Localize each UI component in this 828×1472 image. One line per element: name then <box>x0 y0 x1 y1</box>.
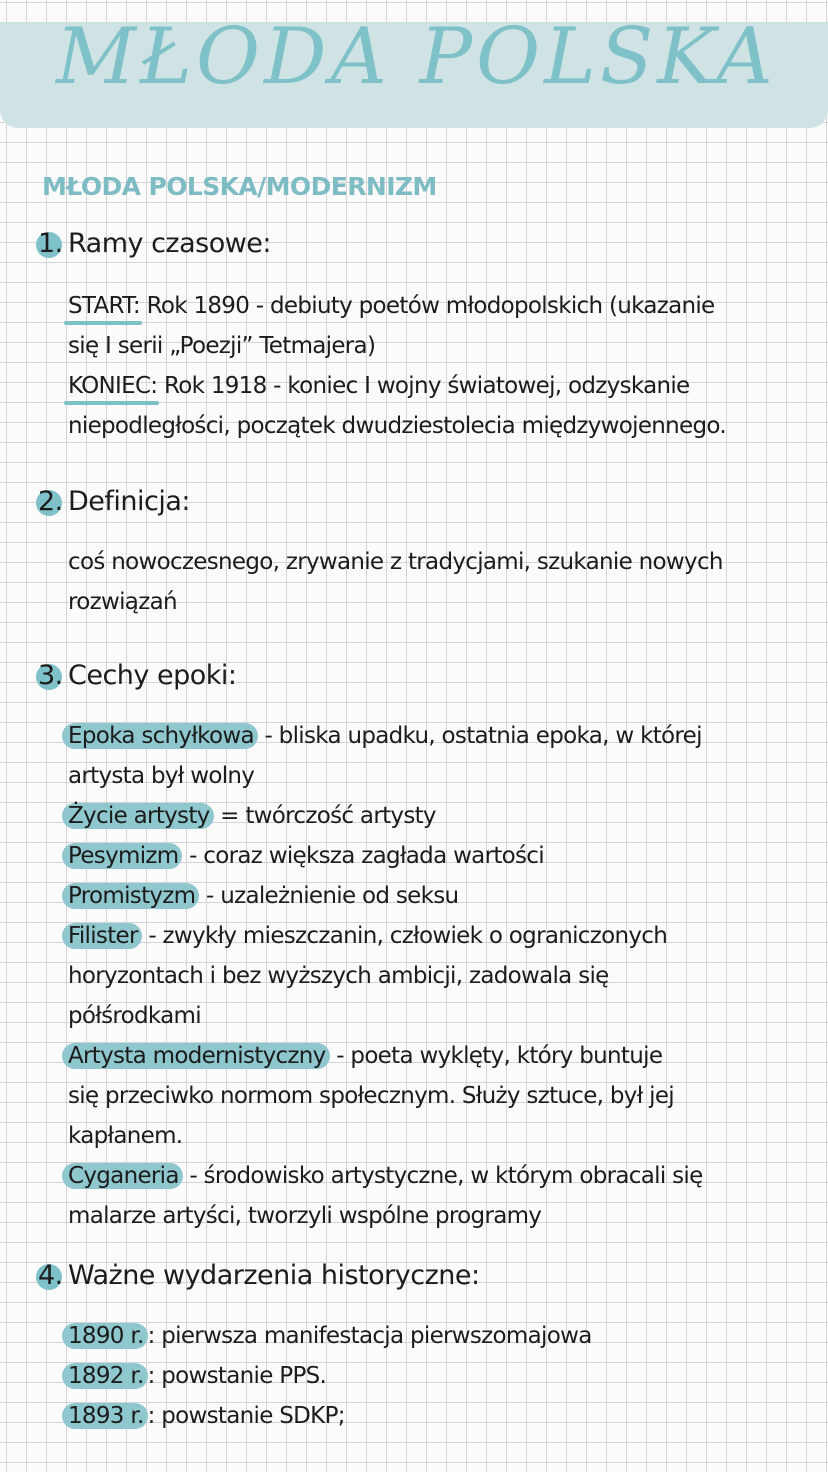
timeframe-start <box>68 286 808 326</box>
section-3-content <box>68 716 808 1236</box>
section-4-content <box>68 1316 808 1436</box>
feature-item <box>68 1156 808 1196</box>
section-number-badge: 3. <box>38 660 68 691</box>
feature-desc: - zwykły mieszczanin, człowiek o ograniczonych <box>141 923 668 949</box>
section-1-heading <box>38 228 271 259</box>
text-line: artysta był wolny <box>68 763 255 789</box>
start-label: START: <box>68 293 140 319</box>
feature-term: Pesymizm <box>62 843 182 869</box>
definition-line: coś nowoczesnego, zrywanie z tradycjami, szukanie nowych <box>68 549 723 575</box>
feature-term: Promistyzm <box>62 883 199 909</box>
section-number-badge: 1. <box>38 228 68 259</box>
feature-term: Cyganeria <box>62 1163 183 1189</box>
section-3-heading <box>38 660 237 691</box>
feature-item <box>68 1036 808 1076</box>
feature-desc: - poeta wyklęty, który buntuje <box>329 1043 663 1069</box>
event-year: 1890 r. <box>62 1323 148 1349</box>
section-title: Definicja: <box>68 486 191 517</box>
text-line: się I serii „Poezji” Tetmajera) <box>68 333 376 359</box>
section-number-badge: 4. <box>38 1260 68 1291</box>
feature-desc: - bliska upadku, ostatnia epoka, w której <box>257 723 702 749</box>
feature-term: Życie artysty <box>62 803 214 829</box>
text-line: malarze artyści, tworzyli wspólne programy <box>68 1203 542 1229</box>
section-2-heading <box>38 486 190 517</box>
section-number-badge: 2. <box>38 486 68 517</box>
timeframe-end <box>68 366 808 406</box>
feature-item <box>68 796 808 836</box>
feature-term: Filister <box>62 923 142 949</box>
feature-item <box>68 716 808 756</box>
feature-term: Artysta modernistyczny <box>62 1043 330 1069</box>
event-desc: : pierwsza manifestacja pierwszomajowa <box>147 1323 592 1349</box>
feature-item <box>68 836 808 876</box>
text-line: niepodległości, początek dwudziestolecia międzywojennego. <box>68 413 726 439</box>
feature-item <box>68 916 808 956</box>
text-line: półśrodkami <box>68 1003 201 1029</box>
event-year: 1892 r. <box>62 1363 148 1389</box>
feature-term: Epoka schyłkowa <box>62 723 258 749</box>
event-desc: : powstanie SDKP; <box>147 1403 345 1429</box>
definition-line: rozwiązań <box>68 589 177 615</box>
text-line: kapłanem. <box>68 1123 183 1149</box>
event-item <box>68 1396 808 1436</box>
feature-desc: - uzależnienie od seksu <box>199 883 459 909</box>
text-line: horyzontach i bez wyższych ambicji, zadowala się <box>68 963 609 989</box>
feature-desc: = twórczość artysty <box>213 803 436 829</box>
feature-desc: - środowisko artystyczne, w którym obracali się <box>182 1163 703 1189</box>
text-line: się przeciwko normom społecznym. Służy sztuce, był jej <box>68 1083 674 1109</box>
start-text: Rok 1890 - debiuty poetów młodopolskich (ukazanie <box>139 293 715 319</box>
feature-desc: - coraz większa zagłada wartości <box>182 843 544 869</box>
section-1-content <box>68 286 808 446</box>
section-title: Ramy czasowe: <box>68 228 272 259</box>
section-title: Cechy epoki: <box>68 660 237 691</box>
page-title: MŁODA POLSKA <box>56 12 777 102</box>
page-subtitle: MŁODA POLSKA/MODERNIZM <box>42 172 437 201</box>
end-label: KONIEC: <box>68 373 158 399</box>
event-item <box>68 1316 808 1356</box>
section-2-content <box>68 542 808 622</box>
section-title: Ważne wydarzenia historyczne: <box>68 1260 480 1291</box>
end-text: Rok 1918 - koniec I wojny światowej, odzyskanie <box>157 373 690 399</box>
event-item <box>68 1356 808 1396</box>
section-4-heading <box>38 1260 480 1291</box>
feature-item <box>68 876 808 916</box>
event-desc: : powstanie PPS. <box>147 1363 327 1389</box>
event-year: 1893 r. <box>62 1403 148 1429</box>
